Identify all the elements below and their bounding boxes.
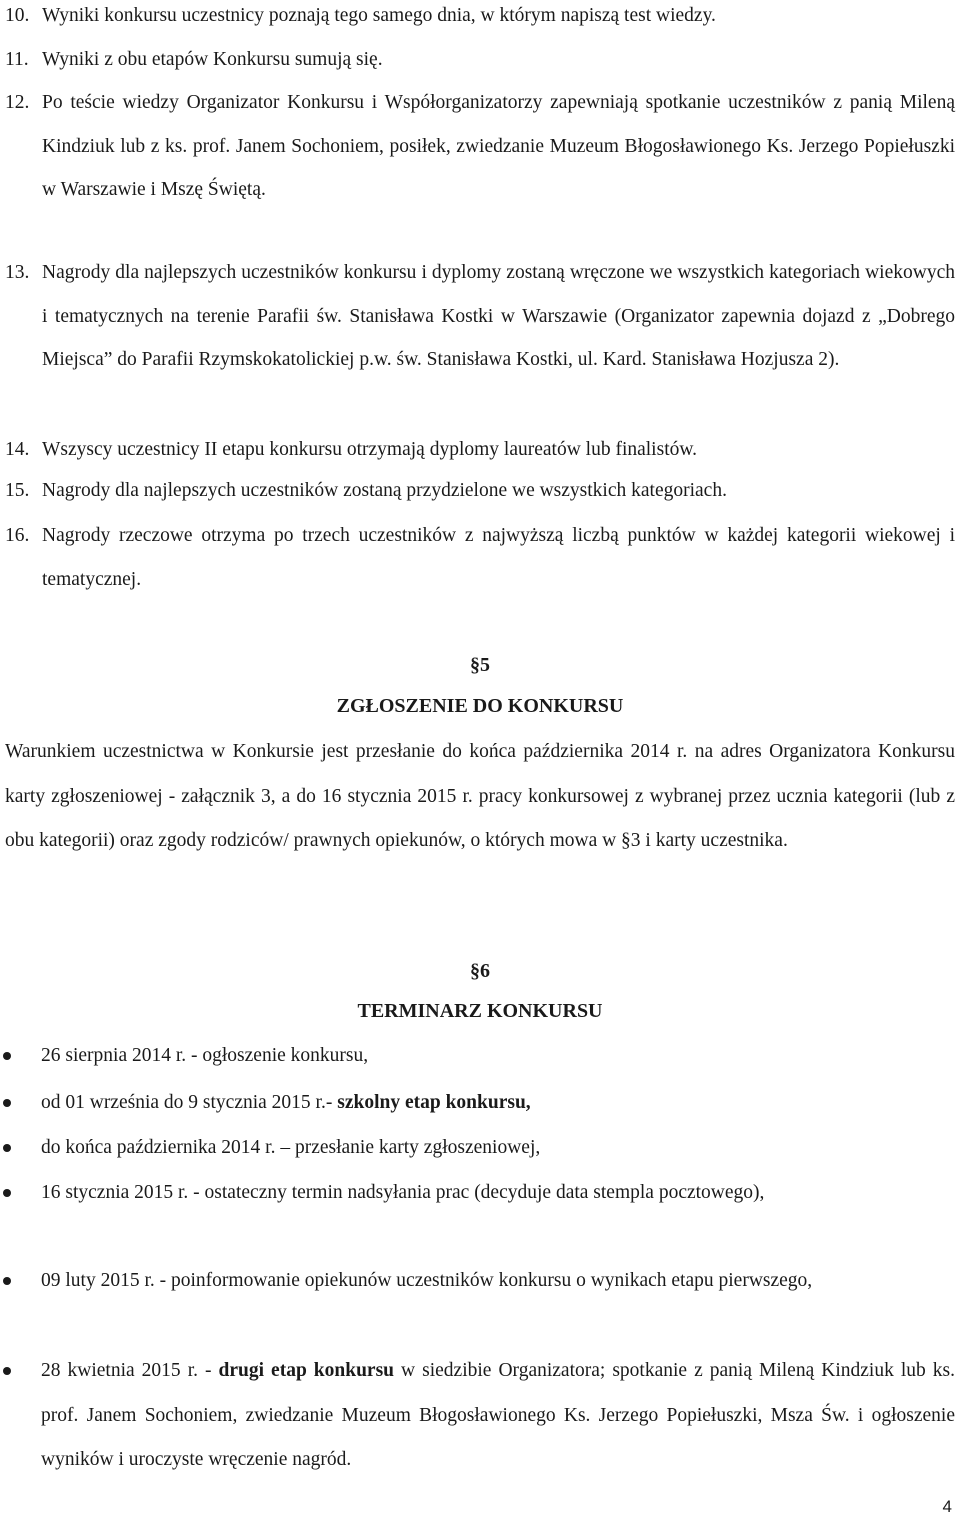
list-item-12 [5,81,955,212]
item-text: Po teście wiedzy Organizator Konkursu i Współorganizatorzy zapewniają spotkanie uczestników z panią Mileną Kindziuk lub z ks. prof. Janem Sochoniem, posiłek, zwiedzanie Muzeum Błogosławionego Ks. Jerzego Popiełuszki w Warszawie i Mszę Świętą. [42,92,955,200]
item-text: Wszyscy uczestnicy II etapu konkursu otrzymają dyplomy laureatów lub finalistów. [42,439,698,460]
item-text: Wyniki z obu etapów Konkursu sumują się. [42,49,383,70]
schedule-bold-text: drugi etap konkursu [218,1360,395,1381]
schedule-text-continued: w siedzibie Organizatora; spotkanie z panią Mileną Kindziuk lub ks. prof. Janem Sochoniem, zwiedzanie Muzeum Błogosławionego Ks. Jerzego Popiełuszki, Msza Św. i ogłoszenie wyników i uroczyste wręczenie nagród. [41,1360,955,1470]
item-text: Nagrody dla najlepszych uczestników konkursu i dyplomy zostaną wręczone we wszystkich kategoriach wiekowych i tematycznych na terenie Parafii św. Stanisława Kostki w Warszawie (Organizator zapewnia dojazd z „Dobrego Miejsca” do Parafii Rzymskokatolickiej p.w. św. Stanisława Kostki, ul. Kard. Stanisława Hozjusza 2). [42,262,955,370]
list-item-14 [5,428,955,472]
item-number: 14. [5,439,30,460]
bullet-icon [3,1099,11,1107]
schedule-text: 09 luty 2015 r. - poinformowanie opiekunów uczestników konkursu o wynikach etapu pierwszego, [41,1270,813,1291]
schedule-item [0,1259,960,1304]
item-number: 16. [5,525,30,546]
schedule-item [0,1171,960,1216]
item-number: 15. [5,480,30,501]
list-item-11 [5,38,955,82]
schedule-bold-text: szkolny etap konkursu, [337,1092,531,1113]
schedule-item [0,1126,960,1171]
section-6-heading: TERMINARZ KONKURSU [357,1000,603,1022]
section-5-paragraph: Warunkiem uczestnictwa w Konkursie jest przesłanie do końca października 2014 r. na adres Organizatora Konkursu karty zgłoszeniowej - załącznik 3, a do 16 stycznia 2015 r. pracy konkursowej z wybranej przez ucznia kategorii (lub z obu kategorii) oraz zgody rodziców/ prawnych opiekunów, o których mowa w §3 i karty uczestnika. [5,741,955,851]
bullet-icon [3,1277,11,1285]
item-text: Wyniki konkursu uczestnicy poznają tego samego dnia, w którym napiszą test wiedzy. [42,5,716,26]
schedule-text: 26 sierpnia 2014 r. - ogłoszenie konkursu, [41,1045,369,1066]
schedule-item [0,1081,960,1126]
item-text: Nagrody dla najlepszych uczestników zostaną przydzielone we wszystkich kategoriach. [42,480,727,501]
bullet-icon [3,1052,11,1060]
item-text: Nagrody rzeczowe otrzyma po trzech uczestników z najwyższą liczbą punktów w każdej kategorii wiekowej i tematycznej. [42,525,955,590]
schedule-item [0,1349,960,1483]
schedule-text: 16 stycznia 2015 r. - ostateczny termin nadsyłania prac (decyduje data stempla pocztowego), [41,1182,765,1203]
list-item-13 [5,251,955,382]
section-5-heading: ZGŁOSZENIE DO KONKURSU [336,695,624,717]
list-item-15 [5,469,955,513]
bullet-icon [3,1367,11,1375]
item-number: 12. [5,92,30,113]
schedule-text: do końca października 2014 r. – przesłanie karty zgłoszeniowej, [41,1137,541,1158]
item-number: 10. [5,5,30,26]
schedule-text: od 01 września do 9 stycznia 2015 r.- [41,1092,338,1113]
page-number: 4 [942,1497,952,1516]
section-6-number: §6 [470,960,490,982]
schedule-item [0,1034,960,1079]
bullet-icon [3,1144,11,1152]
item-number: 13. [5,262,30,283]
list-item-10 [5,0,955,38]
section-5-number: §5 [470,654,490,676]
list-item-16 [5,514,955,601]
item-number: 11. [5,49,29,70]
schedule-text: 28 kwietnia 2015 r. - [41,1360,219,1381]
bullet-icon [3,1189,11,1197]
